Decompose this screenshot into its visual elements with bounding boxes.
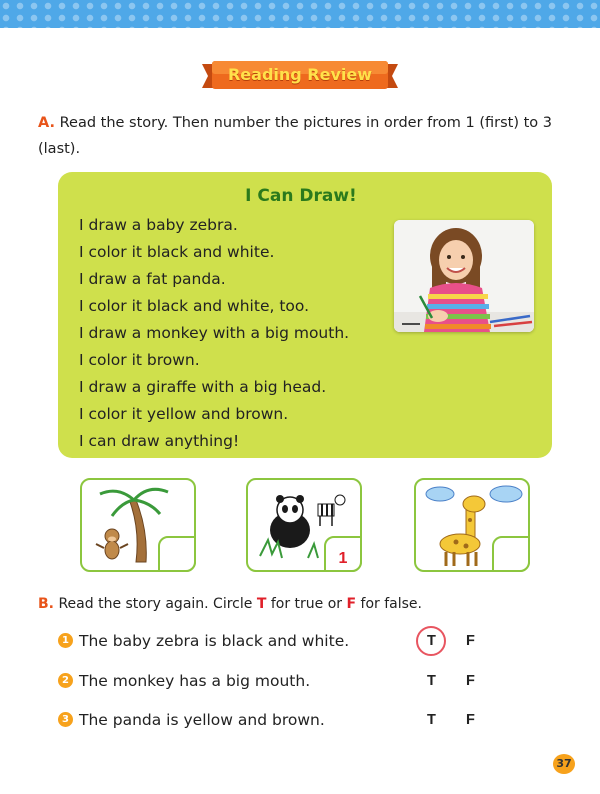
story-line: I color it black and white. <box>79 243 275 261</box>
number-box[interactable] <box>492 536 530 572</box>
question-text: The panda is yellow and brown. <box>79 711 325 729</box>
false-option[interactable]: F <box>466 673 475 689</box>
picture-card-giraffe <box>414 478 530 572</box>
story-line: I color it brown. <box>79 351 200 369</box>
true-option[interactable]: T <box>427 673 436 689</box>
section-b-text: Read the story again. Circle <box>58 596 257 612</box>
section-a-letter: A. <box>38 115 55 131</box>
story-line: I can draw anything! <box>79 432 240 450</box>
false-option[interactable]: F <box>466 633 475 649</box>
story-line: I draw a monkey with a big mouth. <box>79 324 350 342</box>
story-line: I draw a giraffe with a big head. <box>79 378 327 396</box>
girl-illustration <box>394 220 534 332</box>
true-option[interactable]: T <box>427 712 436 728</box>
picture-card-panda <box>246 478 362 572</box>
section-a-instruction <box>38 110 578 162</box>
false-option[interactable]: F <box>466 712 475 728</box>
question-text: The monkey has a big mouth. <box>79 672 311 690</box>
picture-number: 1 <box>338 550 348 567</box>
decorative-top-band <box>0 0 600 28</box>
section-b-letter: B. <box>38 596 54 612</box>
section-banner <box>202 60 398 92</box>
question-number-badge: 3 <box>58 712 73 727</box>
question-3 <box>58 708 325 732</box>
number-box[interactable] <box>158 536 196 572</box>
section-b-instruction <box>38 596 422 612</box>
question-1 <box>58 629 349 653</box>
story-title: I Can Draw! <box>245 186 357 206</box>
page-number: 37 <box>553 754 575 774</box>
question-text: The baby zebra is black and white. <box>79 632 350 650</box>
story-line: I color it black and white, too. <box>79 297 310 315</box>
picture-card-monkey <box>80 478 196 572</box>
question-2 <box>58 669 310 693</box>
question-number-badge: 1 <box>58 633 73 648</box>
story-line: I color it yellow and brown. <box>79 405 289 423</box>
false-letter: F <box>346 596 357 612</box>
true-option[interactable]: T <box>427 633 436 649</box>
story-line: I draw a fat panda. <box>79 270 226 288</box>
girl-drawing-photo <box>394 220 534 332</box>
story-line: I draw a baby zebra. <box>79 216 238 234</box>
section-b-text: for true or <box>266 596 347 612</box>
story-text <box>79 212 349 455</box>
section-a-text: Read the story. Then number the pictures in order from 1 (first) to 3 (last). <box>38 115 552 157</box>
question-number-badge: 2 <box>58 673 73 688</box>
true-letter: T <box>256 596 267 612</box>
section-b-text: for false. <box>356 596 422 612</box>
banner-title: Reading Review <box>227 65 373 84</box>
